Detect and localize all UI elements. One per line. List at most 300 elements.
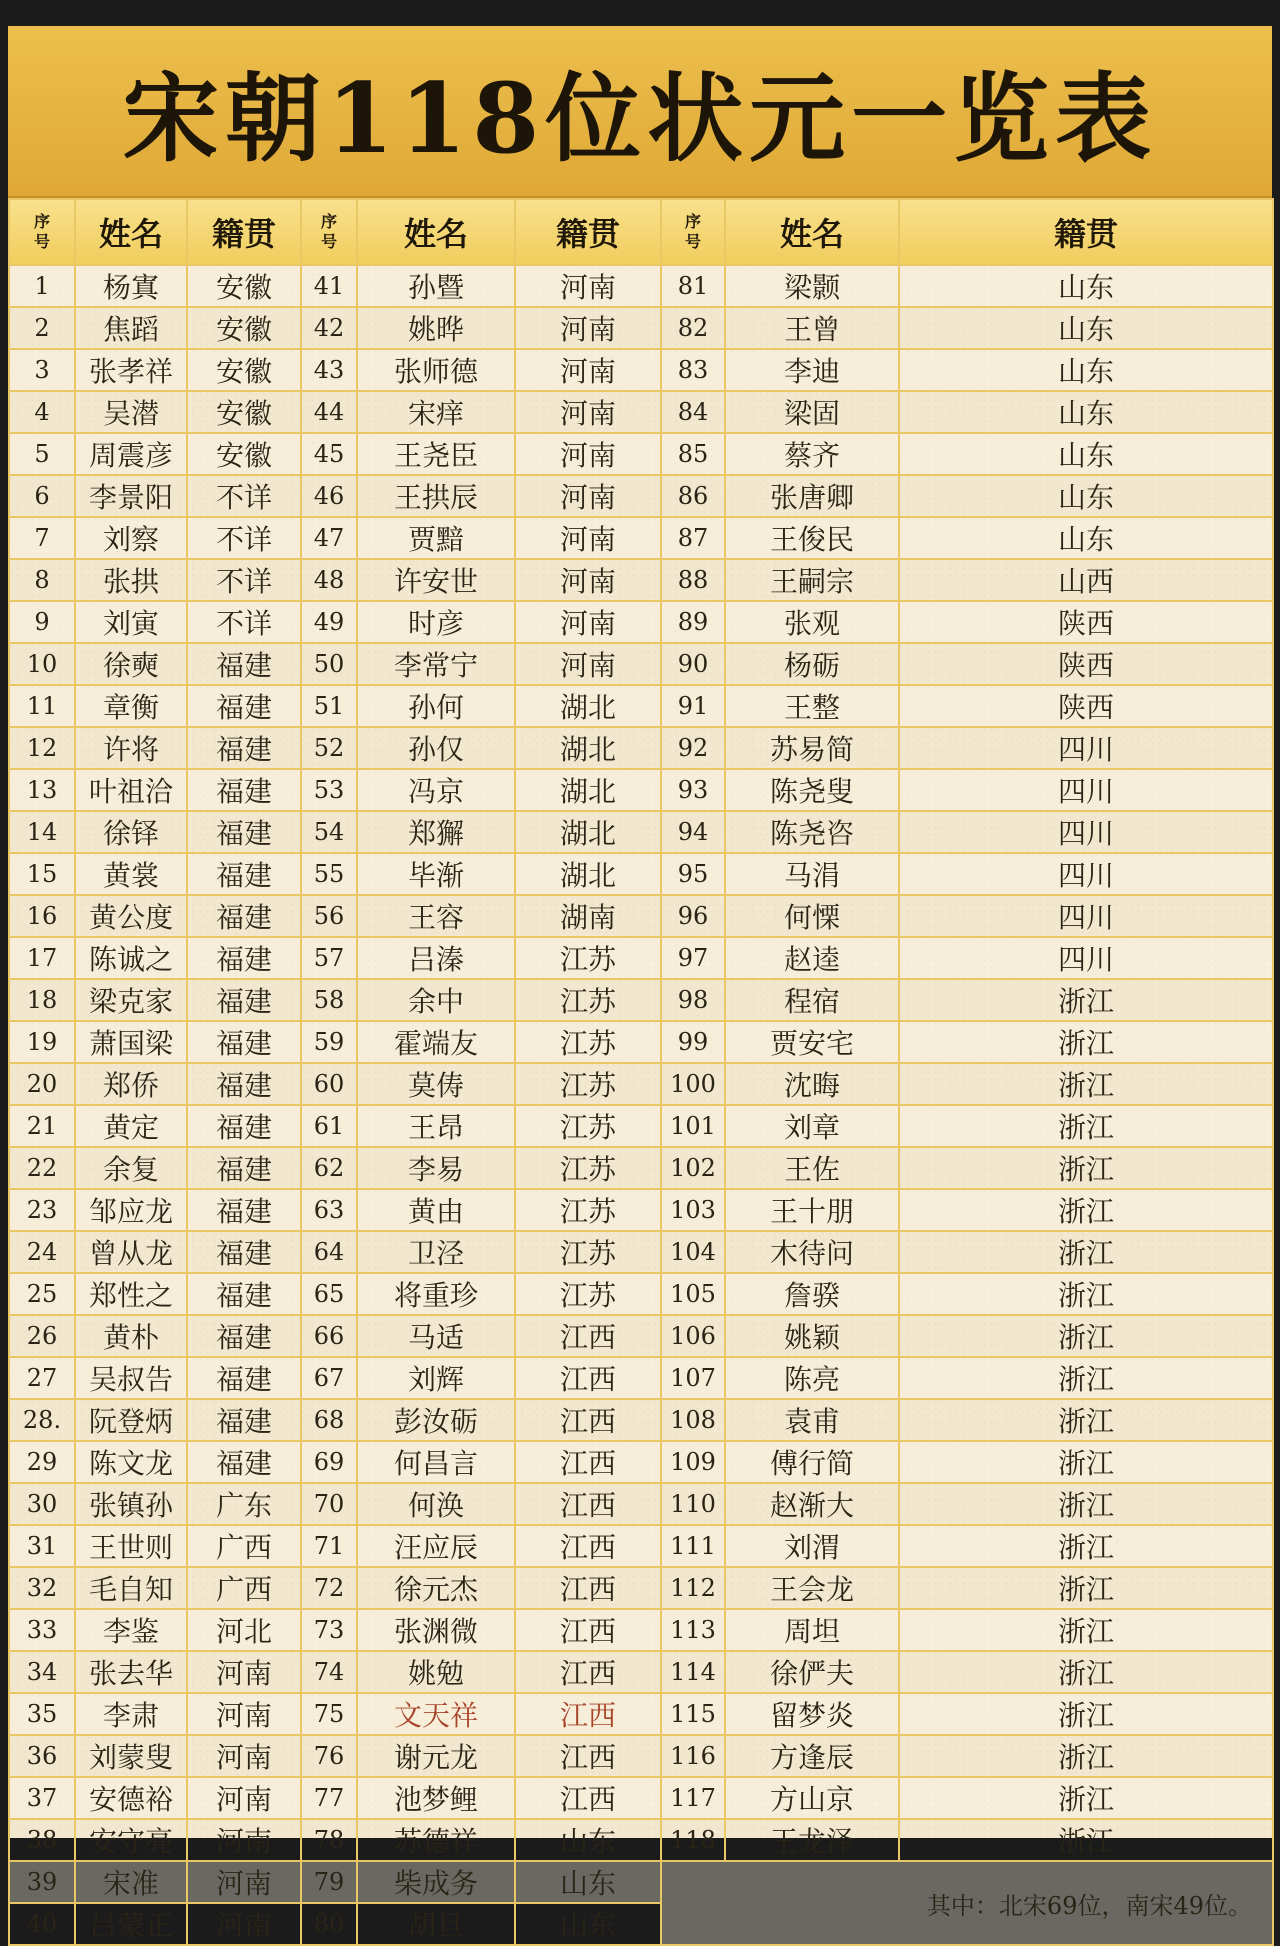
cell-no: 108: [661, 1399, 725, 1441]
cell-name: 姚晔: [357, 307, 515, 349]
cell-origin: 福建: [187, 895, 301, 937]
cell-name: 宋准: [75, 1861, 187, 1903]
cell-origin: 江西: [515, 1567, 661, 1609]
cell-name: 孙暨: [357, 265, 515, 307]
table-row: [9, 1189, 1273, 1231]
cell-origin: 浙江: [899, 1819, 1273, 1861]
cell-no: 47: [301, 517, 357, 559]
table-header-row: [9, 199, 1273, 265]
cell-origin: 福建: [187, 769, 301, 811]
cell-no: 63: [301, 1189, 357, 1231]
cell-no: 66: [301, 1315, 357, 1357]
cell-origin: 浙江: [899, 1063, 1273, 1105]
table-row: [9, 1357, 1273, 1399]
cell-origin: 江西: [515, 1609, 661, 1651]
cell-no: 50: [301, 643, 357, 685]
cell-no: 43: [301, 349, 357, 391]
cell-name: 许将: [75, 727, 187, 769]
cell-name: 李肃: [75, 1693, 187, 1735]
cell-no: 53: [301, 769, 357, 811]
cell-name: 谢元龙: [357, 1735, 515, 1777]
cell-name: 袁甫: [725, 1399, 899, 1441]
cell-origin: 河南: [187, 1861, 301, 1903]
cell-name: 姚勉: [357, 1651, 515, 1693]
cell-origin: 福建: [187, 853, 301, 895]
cell-name: 张渊微: [357, 1609, 515, 1651]
cell-no: 25: [9, 1273, 75, 1315]
cell-origin: 江苏: [515, 937, 661, 979]
cell-origin: 浙江: [899, 1735, 1273, 1777]
cell-no: 105: [661, 1273, 725, 1315]
cell-name: 马涓: [725, 853, 899, 895]
cell-name: 王会龙: [725, 1567, 899, 1609]
cell-no: 94: [661, 811, 725, 853]
cell-no: 49: [301, 601, 357, 643]
cell-name: 苏德祥: [357, 1819, 515, 1861]
cell-origin: 江西: [515, 1651, 661, 1693]
table-row: [9, 559, 1273, 601]
table-row: [9, 1315, 1273, 1357]
cell-origin: 江西: [515, 1525, 661, 1567]
cell-name: 詹骙: [725, 1273, 899, 1315]
cell-name: 余复: [75, 1147, 187, 1189]
cell-no: 16: [9, 895, 75, 937]
cell-name: 毛自知: [75, 1567, 187, 1609]
cell-name: 彭汝砺: [357, 1399, 515, 1441]
cell-name: 王拱辰: [357, 475, 515, 517]
cell-name: 黄公度: [75, 895, 187, 937]
cell-no: 45: [301, 433, 357, 475]
cell-origin: 福建: [187, 685, 301, 727]
cell-name: 柴成务: [357, 1861, 515, 1903]
cell-no: 15: [9, 853, 75, 895]
cell-name: 陈尧叟: [725, 769, 899, 811]
cell-name: 邹应龙: [75, 1189, 187, 1231]
cell-name: 杨寘: [75, 265, 187, 307]
cell-origin: 四川: [899, 895, 1273, 937]
cell-no: 4: [9, 391, 75, 433]
cell-origin: 江苏: [515, 1105, 661, 1147]
cell-name: 张拱: [75, 559, 187, 601]
cell-no: 20: [9, 1063, 75, 1105]
table-row: [9, 1651, 1273, 1693]
cell-origin: 江苏: [515, 1231, 661, 1273]
cell-no: 3: [9, 349, 75, 391]
cell-name: 王俊民: [725, 517, 899, 559]
cell-no: 95: [661, 853, 725, 895]
cell-no: 86: [661, 475, 725, 517]
cell-origin: 浙江: [899, 1231, 1273, 1273]
table-row: [9, 1231, 1273, 1273]
cell-name: 蔡齐: [725, 433, 899, 475]
cell-name: 吴叔告: [75, 1357, 187, 1399]
cell-name: 木待问: [725, 1231, 899, 1273]
cell-no: 14: [9, 811, 75, 853]
cell-name: 刘章: [725, 1105, 899, 1147]
cell-origin: 浙江: [899, 1525, 1273, 1567]
cell-no: 10: [9, 643, 75, 685]
header-name: 姓名: [357, 199, 515, 265]
cell-name: 姚颖: [725, 1315, 899, 1357]
header-name: 姓名: [75, 199, 187, 265]
cell-name: 郑獬: [357, 811, 515, 853]
cell-name: 阮登炳: [75, 1399, 187, 1441]
header-origin: 籍贯: [187, 199, 301, 265]
cell-origin: 陕西: [899, 685, 1273, 727]
table-row: [9, 1567, 1273, 1609]
cell-no: 92: [661, 727, 725, 769]
cell-no: 31: [9, 1525, 75, 1567]
cell-origin: 陕西: [899, 643, 1273, 685]
table-row: [9, 1147, 1273, 1189]
cell-name: 吕蒙正: [75, 1903, 187, 1945]
cell-no: 27: [9, 1357, 75, 1399]
cell-origin: 浙江: [899, 1609, 1273, 1651]
table-row: [9, 1525, 1273, 1567]
cell-name: 张去华: [75, 1651, 187, 1693]
cell-no: 32: [9, 1567, 75, 1609]
table-row: [9, 853, 1273, 895]
cell-name: 张观: [725, 601, 899, 643]
cell-no: 57: [301, 937, 357, 979]
cell-name: 张镇孙: [75, 1483, 187, 1525]
cell-origin: 广西: [187, 1525, 301, 1567]
cell-name: 冯京: [357, 769, 515, 811]
cell-origin: 福建: [187, 1189, 301, 1231]
cell-no: 88: [661, 559, 725, 601]
cell-origin: 浙江: [899, 1273, 1273, 1315]
cell-origin: 江西: [515, 1735, 661, 1777]
page-title: 宋朝118位状元一览表: [122, 61, 1158, 175]
cell-name: 池梦鲤: [357, 1777, 515, 1819]
cell-no: 2: [9, 307, 75, 349]
cell-name: 周坦: [725, 1609, 899, 1651]
cell-no: 85: [661, 433, 725, 475]
cell-no: 103: [661, 1189, 725, 1231]
cell-no: 107: [661, 1357, 725, 1399]
table-row: [9, 895, 1273, 937]
summary-note: 其中：北宋69位，南宋49位。: [661, 1861, 1273, 1945]
cell-name: 王佐: [725, 1147, 899, 1189]
cell-origin: 江西: [515, 1777, 661, 1819]
cell-no: 29: [9, 1441, 75, 1483]
cell-origin: 福建: [187, 1441, 301, 1483]
header-no: 序 号: [9, 199, 75, 265]
cell-name: 王尧臣: [357, 433, 515, 475]
cell-origin: 河南: [187, 1777, 301, 1819]
cell-no: 64: [301, 1231, 357, 1273]
cell-origin: 山东: [899, 391, 1273, 433]
cell-name: 张孝祥: [75, 349, 187, 391]
cell-no: 74: [301, 1651, 357, 1693]
cell-name: 黄定: [75, 1105, 187, 1147]
cell-origin: 浙江: [899, 1777, 1273, 1819]
cell-name: 霍端友: [357, 1021, 515, 1063]
cell-origin: 浙江: [899, 1357, 1273, 1399]
cell-name: 宋痒: [357, 391, 515, 433]
table-row: [9, 307, 1273, 349]
cell-name: 黄朴: [75, 1315, 187, 1357]
cell-name: 王昂: [357, 1105, 515, 1147]
cell-origin: 山东: [899, 307, 1273, 349]
cell-origin: 江西: [515, 1357, 661, 1399]
cell-name: 曾从龙: [75, 1231, 187, 1273]
cell-origin: 山东: [899, 517, 1273, 559]
cell-no: 21: [9, 1105, 75, 1147]
cell-no: 71: [301, 1525, 357, 1567]
cell-name: 萧国梁: [75, 1021, 187, 1063]
cell-origin: 湖北: [515, 769, 661, 811]
cell-no: 30: [9, 1483, 75, 1525]
cell-no: 5: [9, 433, 75, 475]
table-row: [9, 1735, 1273, 1777]
cell-no: 117: [661, 1777, 725, 1819]
cell-name: 方逢辰: [725, 1735, 899, 1777]
cell-no: 17: [9, 937, 75, 979]
cell-name: 陈诚之: [75, 937, 187, 979]
cell-no: 69: [301, 1441, 357, 1483]
cell-name: 李景阳: [75, 475, 187, 517]
cell-origin: 江苏: [515, 1189, 661, 1231]
cell-name: 徐俨夫: [725, 1651, 899, 1693]
cell-name: 刘察: [75, 517, 187, 559]
cell-origin: 湖北: [515, 853, 661, 895]
cell-origin: 浙江: [899, 1483, 1273, 1525]
cell-no: 48: [301, 559, 357, 601]
cell-origin: 安徽: [187, 391, 301, 433]
cell-name: 刘寅: [75, 601, 187, 643]
cell-name: 徐奭: [75, 643, 187, 685]
cell-name: 卫泾: [357, 1231, 515, 1273]
cell-origin: 山东: [899, 433, 1273, 475]
cell-name: 贾黯: [357, 517, 515, 559]
cell-name: 何慄: [725, 895, 899, 937]
header-no: 序 号: [301, 199, 357, 265]
table-row: [9, 685, 1273, 727]
cell-no: 35: [9, 1693, 75, 1735]
cell-no: 106: [661, 1315, 725, 1357]
cell-no: 52: [301, 727, 357, 769]
cell-origin: 河南: [187, 1903, 301, 1945]
cell-origin: 福建: [187, 937, 301, 979]
cell-no: 34: [9, 1651, 75, 1693]
table-row: [9, 1273, 1273, 1315]
cell-no: 51: [301, 685, 357, 727]
cell-origin: 山东: [899, 475, 1273, 517]
cell-name: 余中: [357, 979, 515, 1021]
cell-name: 梁固: [725, 391, 899, 433]
cell-name: 程宿: [725, 979, 899, 1021]
cell-no: 72: [301, 1567, 357, 1609]
cell-origin: 江苏: [515, 1147, 661, 1189]
cell-name: 苏易简: [725, 727, 899, 769]
cell-origin: 河南: [187, 1735, 301, 1777]
cell-name: 陈文龙: [75, 1441, 187, 1483]
cell-no: 81: [661, 265, 725, 307]
cell-no: 19: [9, 1021, 75, 1063]
cell-origin: 河南: [515, 643, 661, 685]
cell-name: 李迪: [725, 349, 899, 391]
cell-origin: 山东: [515, 1903, 661, 1945]
cell-no: 13: [9, 769, 75, 811]
cell-name: 方山京: [725, 1777, 899, 1819]
table-row: [9, 1063, 1273, 1105]
cell-no: 84: [661, 391, 725, 433]
cell-name: 吴潜: [75, 391, 187, 433]
cell-name: 赵逵: [725, 937, 899, 979]
table-row: [9, 601, 1273, 643]
cell-origin: 河南: [515, 391, 661, 433]
cell-origin: 河南: [515, 559, 661, 601]
cell-name: 郑性之: [75, 1273, 187, 1315]
cell-name: 何涣: [357, 1483, 515, 1525]
cell-no: 70: [301, 1483, 357, 1525]
cell-name: 贾安宅: [725, 1021, 899, 1063]
cell-origin: 浙江: [899, 1315, 1273, 1357]
cell-no: 9: [9, 601, 75, 643]
cell-no: 67: [301, 1357, 357, 1399]
cell-origin: 湖北: [515, 685, 661, 727]
cell-no: 58: [301, 979, 357, 1021]
cell-origin: 福建: [187, 1357, 301, 1399]
cell-name: 周震彦: [75, 433, 187, 475]
cell-no: 68: [301, 1399, 357, 1441]
cell-no: 111: [661, 1525, 725, 1567]
cell-no: 100: [661, 1063, 725, 1105]
header-origin: 籍贯: [899, 199, 1273, 265]
cell-origin: 四川: [899, 937, 1273, 979]
cell-name: 孙仅: [357, 727, 515, 769]
cell-name: 李鉴: [75, 1609, 187, 1651]
table-row: [9, 1441, 1273, 1483]
table-row: [9, 1609, 1273, 1651]
cell-origin: 江苏: [515, 1273, 661, 1315]
cell-name: 许安世: [357, 559, 515, 601]
cell-origin: 浙江: [899, 979, 1273, 1021]
cell-no: 90: [661, 643, 725, 685]
cell-origin: 福建: [187, 1105, 301, 1147]
cell-name: 黄由: [357, 1189, 515, 1231]
cell-origin: 安徽: [187, 307, 301, 349]
cell-name: 留梦炎: [725, 1693, 899, 1735]
cell-no: 36: [9, 1735, 75, 1777]
cell-no: 77: [301, 1777, 357, 1819]
cell-no: 89: [661, 601, 725, 643]
cell-no: 1: [9, 265, 75, 307]
cell-no: 42: [301, 307, 357, 349]
cell-origin: 河南: [515, 517, 661, 559]
cell-no: 118: [661, 1819, 725, 1861]
cell-origin: 广西: [187, 1567, 301, 1609]
cell-name: 马适: [357, 1315, 515, 1357]
cell-origin: 福建: [187, 1063, 301, 1105]
table-row: [9, 475, 1273, 517]
cell-origin: 浙江: [899, 1399, 1273, 1441]
cell-name: 王整: [725, 685, 899, 727]
table-row: [9, 433, 1273, 475]
scholar-table: [8, 198, 1274, 1946]
cell-no: 98: [661, 979, 725, 1021]
cell-name: 王容: [357, 895, 515, 937]
cell-name: 将重珍: [357, 1273, 515, 1315]
cell-no: 87: [661, 517, 725, 559]
cell-no: 44: [301, 391, 357, 433]
cell-no: 82: [661, 307, 725, 349]
cell-no: 101: [661, 1105, 725, 1147]
cell-no: 80: [301, 1903, 357, 1945]
cell-origin: 浙江: [899, 1021, 1273, 1063]
cell-origin: 河南: [515, 433, 661, 475]
cell-no: 93: [661, 769, 725, 811]
cell-name: 徐铎: [75, 811, 187, 853]
chart-sheet: [8, 26, 1272, 1942]
cell-no: 33: [9, 1609, 75, 1651]
cell-name: 李常宁: [357, 643, 515, 685]
cell-origin: 山东: [899, 349, 1273, 391]
cell-no: 54: [301, 811, 357, 853]
cell-origin: 河南: [187, 1819, 301, 1861]
cell-origin: 湖北: [515, 811, 661, 853]
cell-no: 75: [301, 1693, 357, 1735]
table-row: [9, 937, 1273, 979]
cell-no: 55: [301, 853, 357, 895]
cell-no: 23: [9, 1189, 75, 1231]
cell-no: 99: [661, 1021, 725, 1063]
cell-name: 郑侨: [75, 1063, 187, 1105]
cell-origin: 福建: [187, 1399, 301, 1441]
cell-no: 22: [9, 1147, 75, 1189]
cell-no: 78: [301, 1819, 357, 1861]
cell-origin: 福建: [187, 1021, 301, 1063]
cell-no: 7: [9, 517, 75, 559]
cell-name: 沈晦: [725, 1063, 899, 1105]
cell-name: 张师德: [357, 349, 515, 391]
table-row: [9, 1399, 1273, 1441]
cell-no: 41: [301, 265, 357, 307]
cell-no: 102: [661, 1147, 725, 1189]
cell-no: 37: [9, 1777, 75, 1819]
header-origin: 籍贯: [515, 199, 661, 265]
cell-name: 王十朋: [725, 1189, 899, 1231]
cell-origin: 浙江: [899, 1189, 1273, 1231]
cell-origin: 河南: [515, 601, 661, 643]
cell-origin: 不详: [187, 601, 301, 643]
table-row: [9, 1021, 1273, 1063]
cell-name: 吕溱: [357, 937, 515, 979]
table-body: [9, 265, 1273, 1945]
cell-no: 62: [301, 1147, 357, 1189]
cell-origin: 浙江: [899, 1567, 1273, 1609]
table-row: [9, 979, 1273, 1021]
cell-origin: 河南: [515, 307, 661, 349]
cell-no: 26: [9, 1315, 75, 1357]
cell-origin: 福建: [187, 1147, 301, 1189]
table-row: [9, 1483, 1273, 1525]
cell-no: 114: [661, 1651, 725, 1693]
cell-no: 18: [9, 979, 75, 1021]
cell-origin: 江西: [515, 1399, 661, 1441]
cell-name: 焦蹈: [75, 307, 187, 349]
cell-no: 56: [301, 895, 357, 937]
cell-origin: 安徽: [187, 265, 301, 307]
cell-origin: 不详: [187, 517, 301, 559]
cell-name: 杨砺: [725, 643, 899, 685]
cell-origin: 江西: [515, 1483, 661, 1525]
cell-origin: 福建: [187, 1315, 301, 1357]
cell-origin: 江西: [515, 1693, 661, 1735]
cell-origin: 浙江: [899, 1147, 1273, 1189]
cell-name: 陈尧咨: [725, 811, 899, 853]
